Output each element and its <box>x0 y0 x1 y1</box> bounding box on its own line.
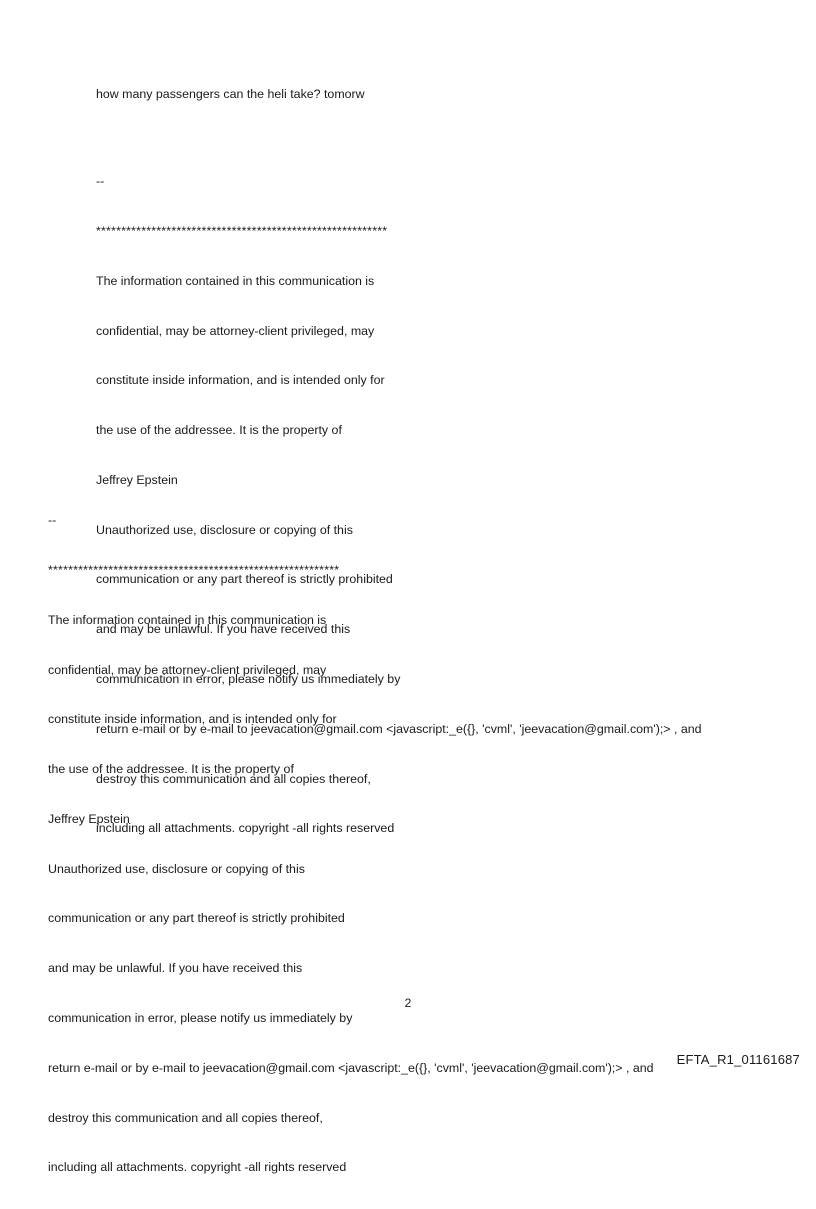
notice-line: destroy this communication and all copies thereof, <box>96 771 371 786</box>
notice-line: communication in error, please notify us immediately by <box>96 672 401 686</box>
notice-line: Unauthorized use, disclosure or copying of this <box>96 522 353 537</box>
confidentiality-notice <box>48 479 654 1209</box>
signature-separator: -- <box>96 174 105 189</box>
signature-separator: -- <box>48 513 57 528</box>
notice-line: Unauthorized use, disclosure or copying of this <box>48 861 305 876</box>
notice-line: and may be unlawful. If you have received this <box>96 622 351 637</box>
notice-line: confidential, may be attorney-client privileged, may <box>48 662 327 677</box>
notice-line: the use of the addressee. It is the property of <box>96 423 342 438</box>
notice-line: including all attachments. copyright -all rights reserved <box>96 821 395 836</box>
email-body-question: how many passengers can the heli take? tomorw <box>96 87 365 101</box>
notice-line: return e-mail or by e-mail to jeevacation@gmail.com <javascript:_e({}, 'cvml', 'jeevacation@gmail.com');> , and <box>96 721 702 736</box>
notice-line: Jeffrey Epstein <box>48 811 130 826</box>
notice-line: constitute inside information, and is intended only for <box>48 712 337 727</box>
notice-line: confidential, may be attorney-client privileged, may <box>96 323 375 338</box>
notice-line: including all attachments. copyright -all rights reserved <box>48 1160 347 1175</box>
notice-line: and may be unlawful. If you have received this <box>48 961 303 976</box>
notice-line: communication in error, please notify us immediately by <box>48 1011 353 1025</box>
notice-line: return e-mail or by e-mail to jeevacation@gmail.com <javascript:_e({}, 'cvml', 'jeevacation@gmail.com');> , and <box>48 1060 654 1075</box>
notice-line: communication or any part thereof is strictly prohibited <box>48 911 345 926</box>
document-id: EFTA_R1_01161687 <box>676 1052 800 1067</box>
notice-line: communication or any part thereof is strictly prohibited <box>96 572 393 587</box>
asterisk-divider: ********************************************************** <box>96 223 388 238</box>
asterisk-divider: ********************************************************** <box>48 562 340 577</box>
notice-line: destroy this communication and all copies thereof, <box>48 1110 323 1125</box>
notice-line: Jeffrey Epstein <box>96 472 178 487</box>
page-number: 2 <box>404 996 412 1010</box>
notice-line: The information contained in this communication is <box>96 273 375 288</box>
notice-line: The information contained in this communication is <box>48 612 327 627</box>
notice-line: constitute inside information, and is intended only for <box>96 373 385 388</box>
notice-line: the use of the addressee. It is the property of <box>48 762 294 777</box>
